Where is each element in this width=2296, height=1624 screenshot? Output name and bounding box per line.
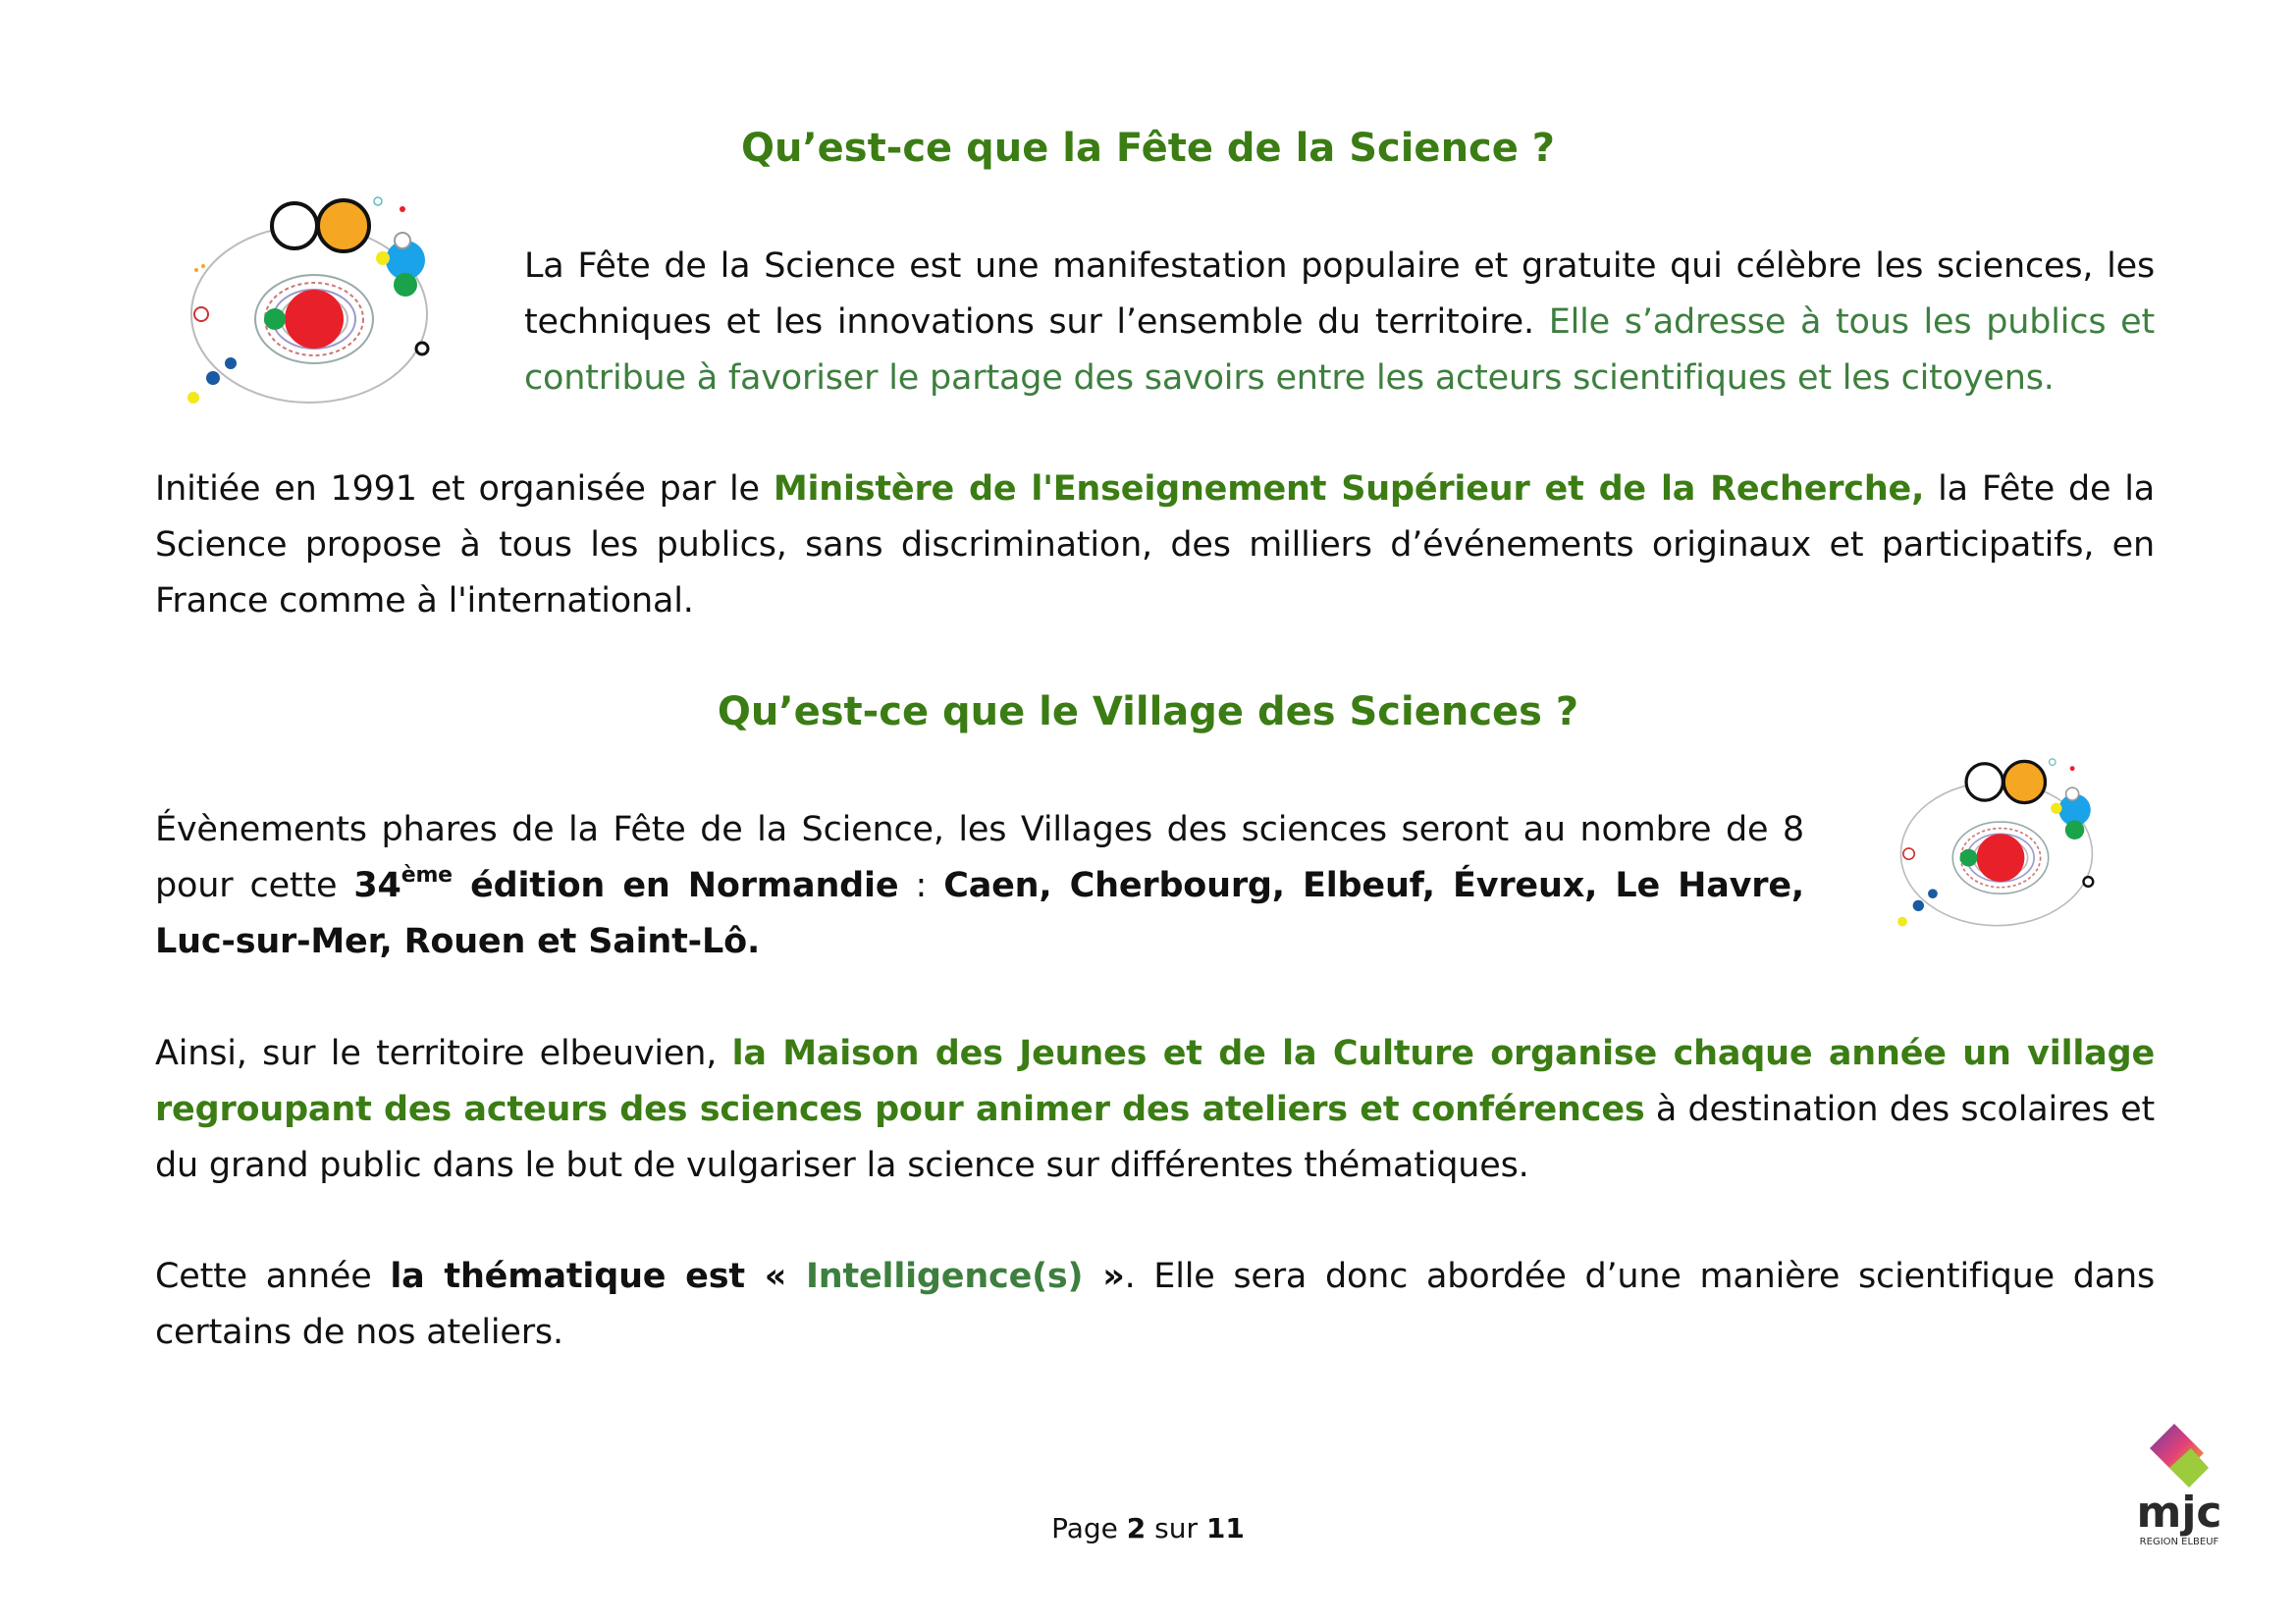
page-word: Page (1051, 1512, 1127, 1544)
villages-separator: : (898, 866, 944, 905)
page-footer (0, 1512, 2296, 1544)
section1-intro-paragraph (524, 239, 2155, 406)
section1-history-rest: la Fête de la Science propose à tous les publics, sans discrimination, des milliers d’événements originaux et participatifs, en France comme à l'international. (155, 469, 2155, 621)
section1-intro-highlight: Elle s’adresse à tous les publics et contribue à favoriser le partage des savoirs entre les acteurs scientifiques et les citoyens. (524, 302, 2155, 398)
edition-number: 34 (353, 866, 401, 905)
villages-text: Évènements phares de la Fête de la Science, les Villages des sciences seront au nombre de 8 pour cette (155, 810, 1804, 905)
of-word: sur (1146, 1512, 1206, 1544)
science-orbit-logo-1 (182, 191, 447, 427)
section2-villages-paragraph (155, 802, 1804, 970)
science-orbit-logo-2 (1893, 754, 2109, 946)
section1-history-paragraph (155, 461, 2155, 629)
mjc-text: Ainsi, sur le territoire elbeuvien, (155, 1034, 732, 1073)
section1-intro-text: La Fête de la Science est une manifestation populaire et gratuite qui célèbre les sciences, les techniques et les innovations sur l’ensemble du territoire. (524, 246, 2155, 342)
theme-rest: . Elle sera donc abordée d’une manière scientifique dans certains de nos ateliers. (155, 1257, 2155, 1352)
page-number: 2 (1126, 1512, 1147, 1544)
theme-text: Cette année (155, 1257, 391, 1296)
edition-suffix: ème (400, 863, 453, 888)
mjc-logo-name: mjc (2136, 1488, 2222, 1538)
mjc-logo (2120, 1414, 2238, 1551)
theme-name: Intelligence(s) (805, 1257, 1084, 1296)
mjc-highlight: la Maison des Jeunes et de la Culture organise chaque année un village regroupant des acteurs des sciences pour animer des ateliers et conférences (155, 1034, 2155, 1129)
edition-label: édition en Normandie (452, 866, 899, 905)
page-total: 11 (1205, 1512, 1245, 1544)
mjc-logo-tagline: REGION ELBEUF (2139, 1537, 2219, 1547)
section2-mjc-paragraph (155, 1026, 2155, 1194)
theme-close-quote: » (1083, 1257, 1125, 1296)
section1-history-text: Initiée en 1991 et organisée par le (155, 469, 774, 509)
villages-cities: Caen, Cherbourg, Elbeuf, Évreux, Le Havre, Luc-sur-Mer, Rouen et Saint-Lô. (155, 866, 1804, 961)
theme-label: la thématique est « (390, 1257, 806, 1296)
ministry-name: Ministère de l'Enseignement Supérieur et de la Recherche, (773, 469, 1925, 509)
section1-title: Qu’est-ce que la Fête de la Science ? (740, 126, 1556, 171)
section2-title: Qu’est-ce que le Village des Sciences ? (717, 689, 1579, 734)
section2-theme-paragraph (155, 1249, 2155, 1361)
mjc-rest: à destination des scolaires et du grand public dans le but de vulgariser la science sur différentes thématiques. (155, 1090, 2156, 1185)
